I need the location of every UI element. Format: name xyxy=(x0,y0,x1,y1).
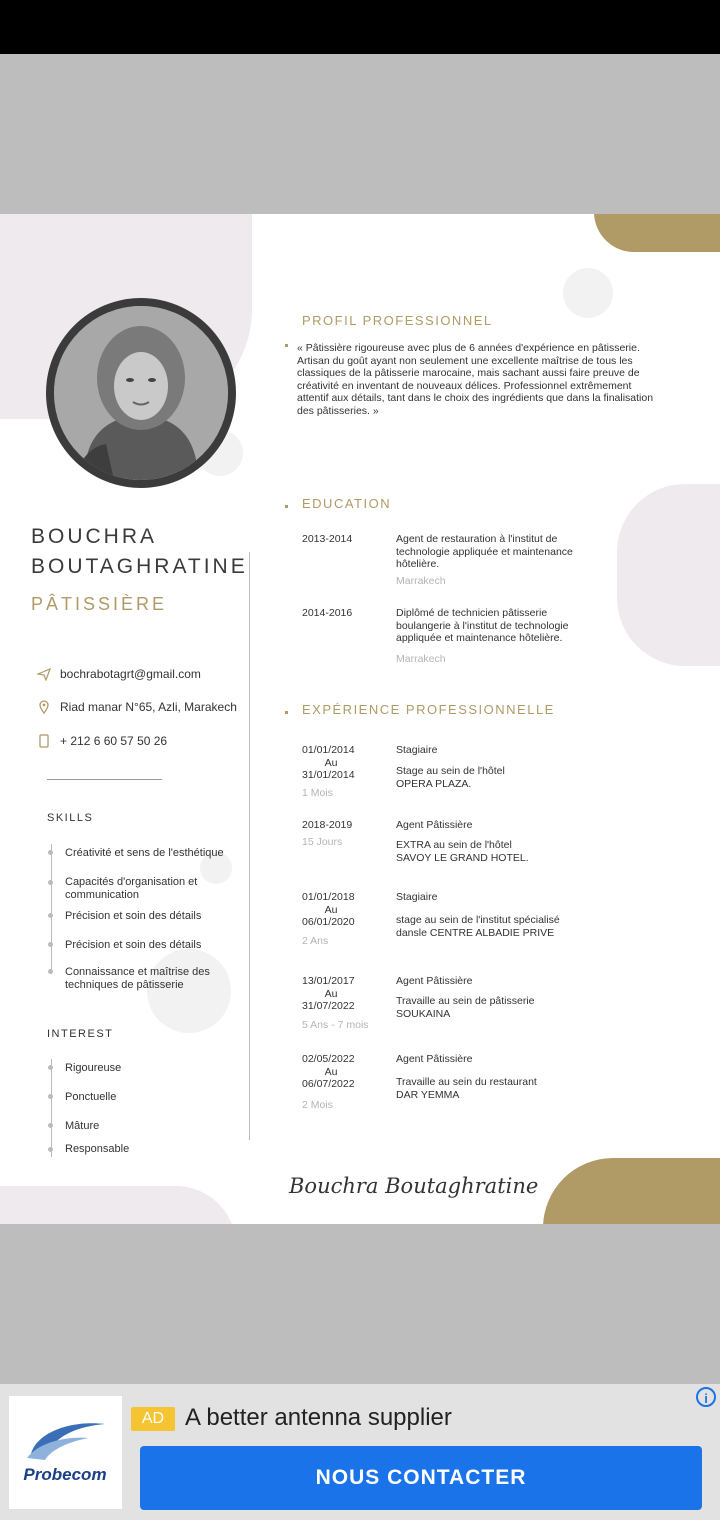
experience-role: Agent Pâtissière xyxy=(396,975,473,987)
name-last: BOUTAGHRATINE xyxy=(31,555,248,578)
bottom-right-gold-shape xyxy=(543,1158,720,1224)
avatar xyxy=(54,306,228,480)
education-place: Marrakech xyxy=(396,575,446,587)
ad-title[interactable]: A better antenna supplier xyxy=(185,1404,452,1431)
skill-item: Connaissance et maîtrise des techniques de pâtisserie xyxy=(65,966,210,991)
job-title: PÂTISSIÈRE xyxy=(31,594,168,614)
experience-title: EXPÉRIENCE PROFESSIONNELLE xyxy=(302,702,555,717)
experience-role: Stagiaire xyxy=(396,891,438,903)
experience-desc: Travaille au sein de pâtisserie xyxy=(396,995,535,1007)
contact-address xyxy=(37,698,237,716)
experience-desc: OPERA PLAZA. xyxy=(396,778,472,790)
experience-dates xyxy=(302,1053,360,1091)
bullet xyxy=(48,913,53,918)
interest-item: Responsable xyxy=(65,1143,130,1155)
education-years: 2013-2014 xyxy=(302,533,353,545)
profile-title: PROFIL PROFESSIONNEL xyxy=(302,313,493,328)
ad-badge: AD xyxy=(131,1407,175,1431)
advertiser-logo[interactable] xyxy=(9,1396,122,1509)
education-desc: Agent de restauration à l'institut de technologie appliquée et maintenance hôtelière. xyxy=(396,533,573,570)
phone-text: + 212 6 60 57 50 26 xyxy=(60,734,168,748)
skill-item: Précision et soin des détails xyxy=(65,910,202,922)
date-separator: Au xyxy=(324,1065,338,1078)
experience-desc: stage au sein de l'institut spécialisé xyxy=(396,914,560,926)
date-separator: Au xyxy=(324,756,338,769)
skills-title: SKILLS xyxy=(47,812,94,824)
status-bar xyxy=(0,0,720,54)
experience-desc: dansle CENTRE ALBADIE PRIVE xyxy=(396,927,555,939)
experience-role: Stagiaire xyxy=(396,744,438,756)
experience-desc: SOUKAINA xyxy=(396,1008,451,1020)
experience-desc: Stage au sein de l'hôtel xyxy=(396,765,505,777)
education-title: EDUCATION xyxy=(302,496,392,511)
end-date: 06/07/2022 xyxy=(302,1078,355,1090)
experience-dates: 2018-2019 xyxy=(302,819,353,831)
bullet xyxy=(48,1147,53,1152)
email-text: bochrabotagrt@gmail.com xyxy=(60,667,201,681)
end-date: 06/01/2020 xyxy=(302,916,355,928)
phone-icon xyxy=(37,734,51,748)
skill-item: Capacités d'organisation et communication xyxy=(65,876,198,901)
divider xyxy=(47,779,162,780)
bullet xyxy=(48,1065,53,1070)
bullet xyxy=(48,942,53,947)
education-years: 2014-2016 xyxy=(302,607,353,619)
date-separator: Au xyxy=(324,987,338,1000)
experience-dates xyxy=(302,744,360,782)
cv-page[interactable] xyxy=(0,214,720,1224)
logo-text: Probecom xyxy=(23,1465,107,1484)
education-desc: Diplômé de technicien pâtisserie boulangerie à l'institut de technologie appliquée et maintenance hôtelière. xyxy=(396,607,569,644)
experience-dates xyxy=(302,891,360,929)
experience-duration: 1 Mois xyxy=(302,787,333,799)
experience-desc: SAVOY LE GRAND HOTEL. xyxy=(396,852,529,864)
experience-desc: DAR YEMMA xyxy=(396,1089,460,1101)
experience-role: Agent Pâtissière xyxy=(396,819,473,831)
start-date: 01/01/2014 xyxy=(302,744,355,756)
location-pin-icon xyxy=(37,700,51,714)
contact-button[interactable]: NOUS CONTACTER xyxy=(140,1446,702,1510)
skills-tree-line xyxy=(51,844,52,974)
info-icon[interactable]: i xyxy=(696,1387,716,1407)
bullet xyxy=(48,880,53,885)
date-separator: Au xyxy=(324,903,338,916)
profile-text: « Pâtissière rigoureuse avec plus de 6 années d'expérience en pâtisserie. Artisan du goût ayant non seulement une excellente maîtrise de tous les classiques de la pâtisserie marocaine, mais sachant aussi faire preuve de créativité en inventant de nouveaux délices. Professionnel extrêmement attentif aux détails, tant dans le choix des ingrédients que dans la finalisation des pâtisseries. » xyxy=(297,342,654,417)
address-text: Riad manar N°65, Azli, Marakech xyxy=(60,700,237,714)
interest-item: Rigoureuse xyxy=(65,1062,122,1074)
bullet xyxy=(48,1123,53,1128)
bullet xyxy=(48,1094,53,1099)
top-right-gold-shape xyxy=(594,214,720,252)
ad-banner[interactable] xyxy=(0,1384,720,1520)
paper-plane-icon xyxy=(37,667,51,681)
bullet-square xyxy=(285,344,288,347)
bullet-square xyxy=(285,711,288,714)
right-shape xyxy=(617,484,720,666)
experience-duration: 5 Ans - 7 mois xyxy=(302,1019,369,1031)
contact-phone xyxy=(37,732,167,750)
start-date: 02/05/2022 xyxy=(302,1053,355,1065)
start-date: 13/01/2017 xyxy=(302,975,355,987)
contact-email xyxy=(37,665,201,683)
experience-desc: Travaille au sein du restaurant xyxy=(396,1076,537,1088)
bottom-left-shape xyxy=(0,1186,236,1224)
name-first: BOUCHRA xyxy=(31,525,158,548)
experience-role: Agent Pâtissière xyxy=(396,1053,473,1065)
interest-title: INTEREST xyxy=(47,1028,114,1040)
vertical-divider xyxy=(249,552,250,1140)
experience-dates xyxy=(302,975,360,1013)
experience-desc: EXTRA au sein de l'hôtel xyxy=(396,839,512,851)
start-date: 01/01/2018 xyxy=(302,891,355,903)
bullet xyxy=(48,969,53,974)
signature: Bouchra Boutaghratine xyxy=(289,1174,539,1198)
end-date: 31/01/2014 xyxy=(302,769,355,781)
interest-item: Ponctuelle xyxy=(65,1091,117,1103)
skill-item: Précision et soin des détails xyxy=(65,939,202,951)
bullet xyxy=(48,850,53,855)
bullet-square xyxy=(285,505,288,508)
interest-item: Mâture xyxy=(65,1120,100,1132)
deco-circle xyxy=(563,268,613,318)
experience-duration: 15 Jours xyxy=(302,836,343,848)
end-date: 31/07/2022 xyxy=(302,1000,355,1012)
education-place: Marrakech xyxy=(396,653,446,665)
profile-photo xyxy=(46,298,236,488)
experience-duration: 2 Ans xyxy=(302,935,329,947)
interest-tree-line xyxy=(51,1059,52,1157)
skill-item: Créativité et sens de l'esthétique xyxy=(65,847,224,859)
experience-duration: 2 Mois xyxy=(302,1099,333,1111)
